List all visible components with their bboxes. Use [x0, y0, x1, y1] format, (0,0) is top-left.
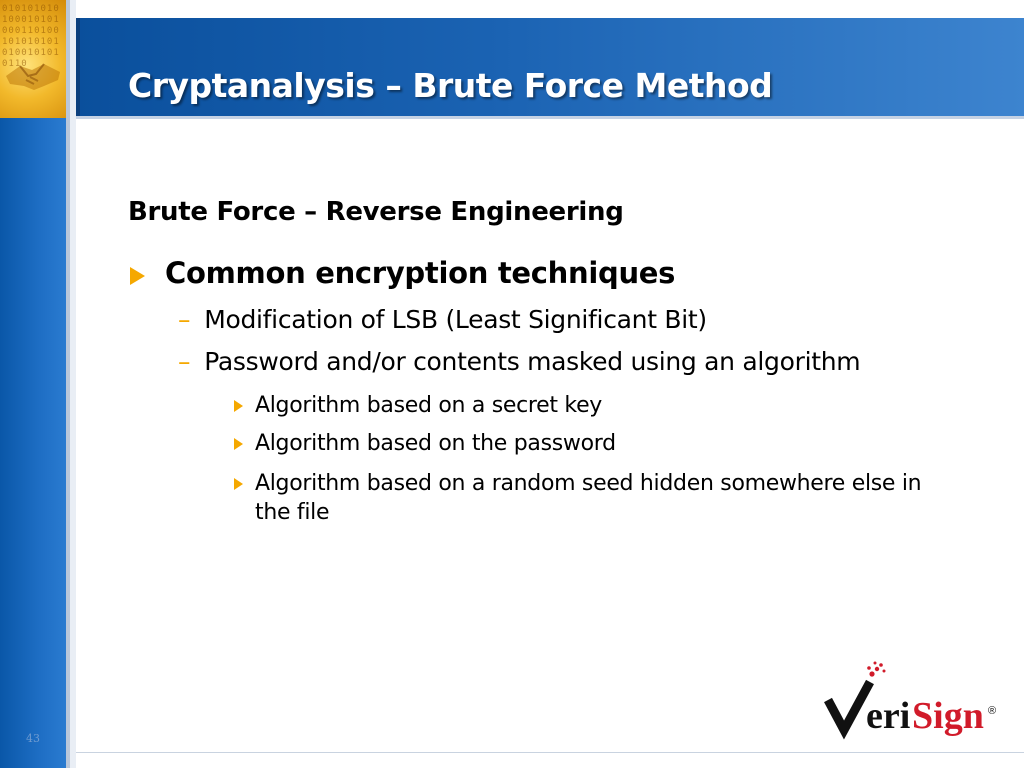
- bullet-level1: [130, 256, 675, 290]
- bullet-level3-item: [234, 469, 955, 527]
- handshake-image-icon: [0, 0, 66, 118]
- slide-subheading: Brute Force – Reverse Engineering: [128, 197, 624, 227]
- handshake-icon: [4, 46, 62, 96]
- logo-registered-mark: ®: [988, 705, 997, 717]
- small-orange-triangle-icon: [234, 400, 243, 412]
- bottom-rule: [76, 752, 1024, 753]
- bullet-level2-text: Password and/or contents masked using an algorithm: [204, 347, 861, 376]
- dash-icon: –: [178, 347, 191, 376]
- bullet-level3-item: [234, 429, 955, 458]
- small-orange-triangle-icon: [234, 438, 243, 450]
- bullet-level3-text: Algorithm based on a secret key: [255, 393, 603, 418]
- dash-icon: –: [178, 305, 191, 334]
- corner-binary-digits: 0101010101000101010001101001010101010100101010110: [2, 4, 60, 69]
- slide-number: 43: [26, 732, 40, 745]
- bullet-level3-text: Algorithm based on a random seed hidden somewhere else in the file: [255, 471, 922, 525]
- bullet-level3-text: Algorithm based on the password: [255, 431, 616, 456]
- logo-text-eri: eri: [866, 695, 911, 737]
- bullet-level2-item: [178, 305, 707, 334]
- bullet-level2-item: [178, 347, 860, 376]
- small-orange-triangle-icon: [234, 478, 243, 490]
- verisign-logo: [822, 660, 1002, 740]
- bullet-level1-text: Common encryption techniques: [165, 256, 676, 290]
- bullet-level2-text: Modification of LSB (Least Significant Bit): [204, 305, 707, 334]
- bullet-level3-item: [234, 391, 955, 420]
- slide-title: Cryptanalysis – Brute Force Method: [128, 66, 773, 105]
- title-band-stripe: [76, 18, 80, 116]
- logo-text-sign: Sign: [912, 695, 984, 737]
- logo-dots-icon: [867, 662, 885, 677]
- orange-triangle-icon: [130, 267, 145, 285]
